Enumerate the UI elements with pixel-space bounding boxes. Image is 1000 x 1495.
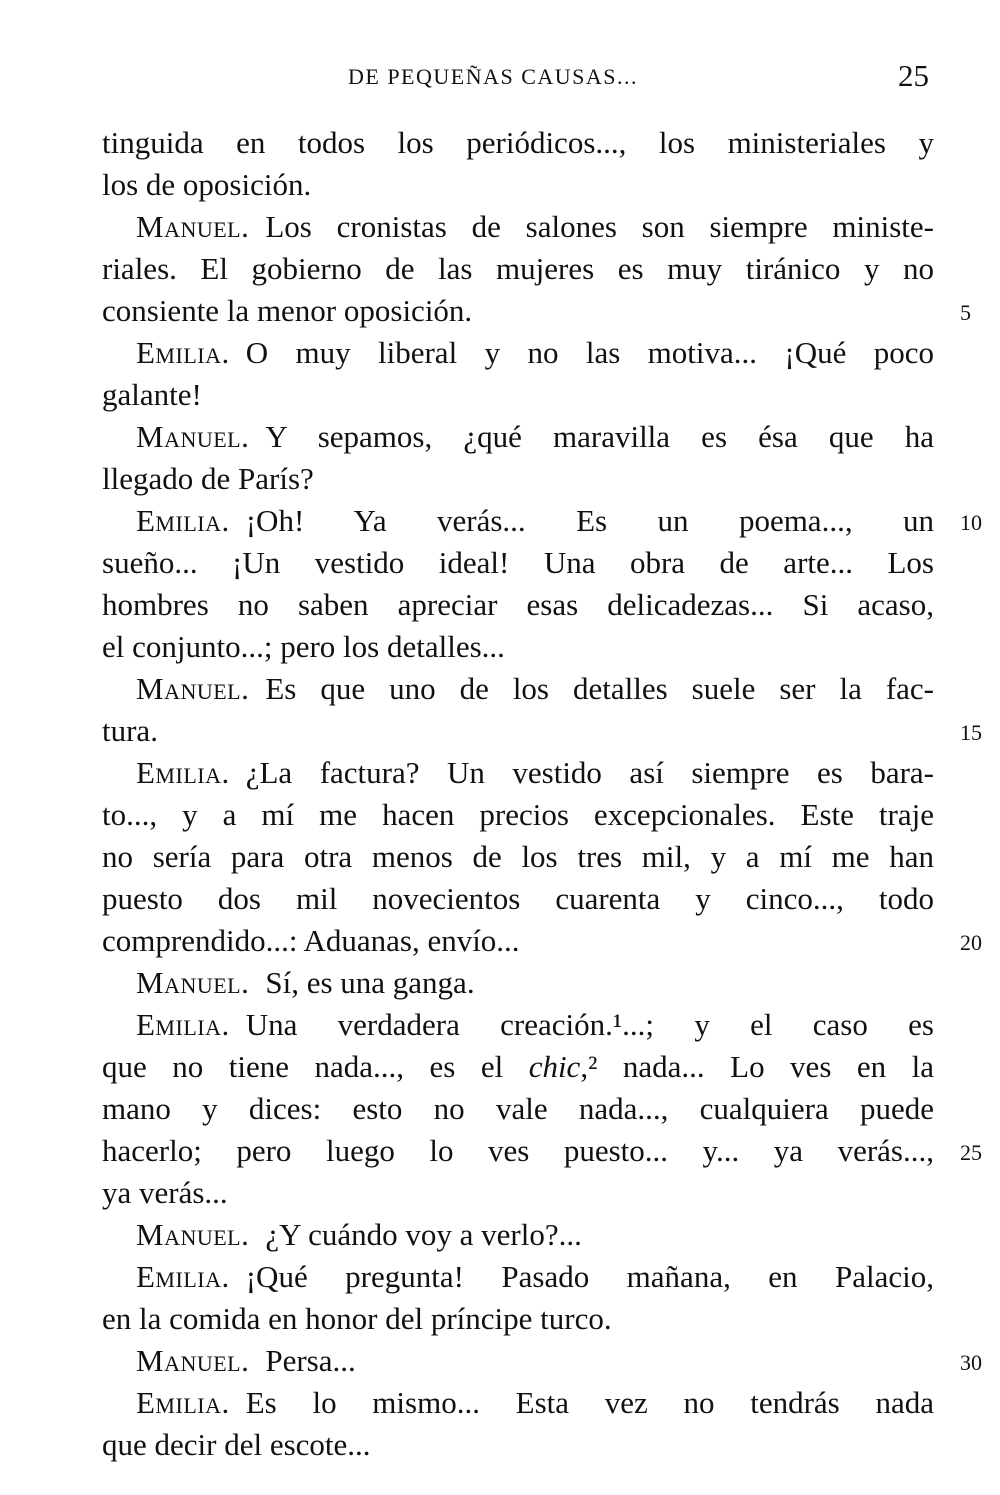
line-text (102, 710, 934, 752)
text-line (102, 836, 934, 878)
line-number: 5 (960, 300, 971, 325)
speaker-name: Manuel. (136, 965, 250, 1000)
line-body: comprendido...: Aduanas, envío... (102, 923, 520, 958)
text-line (102, 878, 934, 920)
line-number: 20 (960, 930, 982, 955)
line-text (102, 1340, 934, 1382)
text-line (102, 1088, 934, 1130)
speaker-name: Emilia. (136, 335, 230, 370)
text-line (102, 1214, 934, 1256)
line-body: Los cronistas de salones son siempre ministe- (265, 209, 934, 244)
line-text (102, 836, 934, 878)
line-text (102, 668, 934, 710)
speaker-name: Manuel. (136, 209, 250, 244)
line-number: 10 (960, 510, 982, 535)
line-body: Una verdadera creación.¹...; y el caso es (245, 1007, 934, 1042)
line-body: galante! (102, 377, 202, 412)
running-title: DE PEQUEÑAS CAUSAS... (348, 64, 639, 89)
line-body: riales. El gobierno de las mujeres es muy tiránico y no (102, 251, 934, 286)
text-line (102, 1004, 934, 1046)
line-text (102, 584, 934, 626)
line-body: los de oposición. (102, 167, 312, 202)
line-text (102, 122, 934, 164)
line-body: hombres no saben apreciar esas delicadezas... Si acaso, (102, 587, 934, 622)
text-line (102, 1130, 982, 1172)
line-body: sueño... ¡Un vestido ideal! Una obra de arte... Los (102, 545, 934, 580)
text-line (102, 1424, 934, 1466)
text-line (102, 710, 982, 752)
text-line (102, 1382, 934, 1424)
line-text (102, 1256, 934, 1298)
line-text (102, 206, 934, 248)
line-body: mano y dices: esto no vale nada..., cualquiera puede (102, 1091, 934, 1126)
line-text (102, 500, 934, 542)
text-line (102, 752, 934, 794)
speaker-name: Manuel. (136, 671, 250, 706)
speaker-name: Emilia. (136, 755, 230, 790)
line-text (102, 1004, 934, 1046)
text-line (102, 542, 934, 584)
line-text (102, 1298, 934, 1340)
line-text (102, 920, 934, 962)
line-text (102, 962, 934, 1004)
line-body: Es que uno de los detalles suele ser la fac- (265, 671, 934, 706)
text-line (102, 920, 982, 962)
text-line (102, 458, 934, 500)
text-line (102, 206, 934, 248)
line-text (102, 878, 934, 920)
text-line (102, 1256, 934, 1298)
page-header (0, 58, 1000, 98)
line-body: Y sepamos, ¿qué maravilla es ésa que ha (265, 419, 934, 454)
line-text (102, 416, 934, 458)
line-text (102, 1424, 934, 1466)
line-text (102, 626, 934, 668)
line-text (102, 1382, 934, 1424)
line-body: llegado de París? (102, 461, 314, 496)
dialogue-text (102, 122, 982, 1466)
text-line (102, 1046, 934, 1088)
line-body: ¿La factura? Un vestido así siempre es bara- (245, 755, 934, 790)
line-body: ¡Qué pregunta! Pasado mañana, en Palacio, (245, 1259, 934, 1294)
text-line (102, 374, 934, 416)
speaker-name: Emilia. (136, 503, 230, 538)
line-text (102, 1130, 934, 1172)
line-body: ya verás... (102, 1175, 228, 1210)
line-body: Persa... (265, 1343, 356, 1378)
speaker-name: Emilia. (136, 1259, 230, 1294)
page-number: 25 (898, 58, 929, 93)
line-body: Sí, es una ganga. (265, 965, 475, 1000)
text-line (102, 626, 934, 668)
text-line (102, 122, 934, 164)
text-line (102, 500, 982, 542)
text-line (102, 416, 934, 458)
line-body: que no tiene nada..., es el chic,² nada... Lo ves en la (102, 1049, 935, 1084)
line-number: 15 (960, 720, 982, 745)
line-text (102, 1214, 934, 1256)
line-text (102, 248, 934, 290)
line-body: hacerlo; pero luego lo ves puesto... y... ya verás..., (102, 1133, 934, 1168)
text-line (102, 584, 934, 626)
line-body: ¡Oh! Ya verás... Es un poema..., un (245, 503, 934, 538)
line-text (102, 542, 934, 584)
line-body: consiente la menor oposición. (102, 293, 473, 328)
text-line (102, 164, 934, 206)
line-body: no sería para otra menos de los tres mil, y a mí me han (102, 839, 934, 874)
line-text (102, 374, 934, 416)
speaker-name: Manuel. (136, 1343, 250, 1378)
speaker-name: Emilia. (136, 1007, 230, 1042)
text-line (102, 1298, 934, 1340)
text-line (102, 794, 934, 836)
line-body: en la comida en honor del príncipe turco. (102, 1301, 612, 1336)
line-text (102, 1046, 934, 1088)
line-body: Es lo mismo... Esta vez no tendrás nada (245, 1385, 934, 1420)
line-body: que decir del escote... (102, 1427, 371, 1462)
line-text (102, 332, 934, 374)
text-line (102, 290, 971, 332)
text-line (102, 332, 934, 374)
line-text (102, 1172, 934, 1214)
line-text (102, 752, 934, 794)
line-body: el conjunto...; pero los detalles... (102, 629, 505, 664)
line-text (102, 458, 934, 500)
line-body: O muy liberal y no las motiva... ¡Qué poco (245, 335, 934, 370)
line-number: 30 (960, 1350, 982, 1375)
text-line (102, 668, 934, 710)
line-body: puesto dos mil novecientos cuarenta y cinco..., todo (102, 881, 934, 916)
speaker-name: Manuel. (136, 419, 250, 454)
line-number: 25 (960, 1140, 982, 1165)
line-body: to..., y a mí me hacen precios excepcionales. Este traje (102, 797, 934, 832)
text-line (102, 1340, 982, 1382)
line-body: ¿Y cuándo voy a verlo?... (265, 1217, 582, 1252)
line-text (102, 290, 934, 332)
text-line (102, 962, 934, 1004)
line-body: tinguida en todos los periódicos..., los ministeriales y (102, 125, 934, 160)
speaker-name: Manuel. (136, 1217, 250, 1252)
line-body: tura. (102, 713, 158, 748)
line-text (102, 1088, 934, 1130)
speaker-name: Emilia. (136, 1385, 230, 1420)
line-text (102, 164, 934, 206)
text-line (102, 1172, 934, 1214)
text-line (102, 248, 934, 290)
line-text (102, 794, 934, 836)
